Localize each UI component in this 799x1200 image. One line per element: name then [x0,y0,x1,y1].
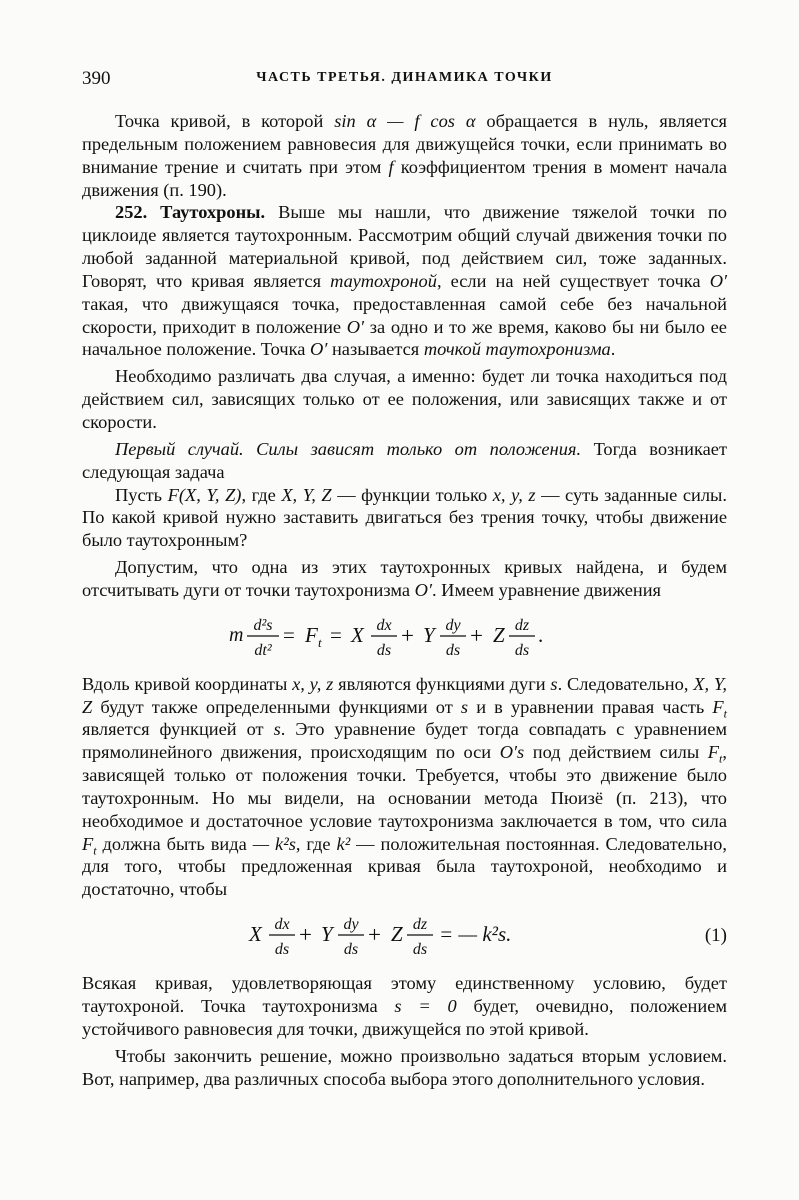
formula-sin-cos: sin α — f cos α [334,111,476,131]
svg-text:+: + [367,922,381,948]
paragraph-along-curve: Вдоль кривой координаты x, y, z являются функциями дуги s. Следовательно, X, Y, Z будут также определенными функциями от s и в уравнении правая часть $F_t$ является функцией от s. Это уравнение будет тогда совпадать с уравнением прямолинейного движения, происходящим по оси O′s под действием силы $F_t$, зависящей только от положения точки. Требуется, чтобы это движение было таутохронным. Но мы видели, на основании метода Пюизё (п. 213), что необходимое и достаточное условие таутохронизма заключается в том, что сила $F_t$ должна быть вида — k²s, где k² — положительная постоянная. Следовательно, для того, чтобы предложенная кривая была таутохроной, необходимо и достаточно, чтобы [82,673,728,900]
svg-text:Y: Y [320,922,333,947]
svg-text:d²s: d²s [252,616,273,634]
svg-text:ds: ds [412,941,427,959]
svg-text:ds: ds [343,941,358,959]
svg-text:dx: dx [375,616,392,634]
paragraph-any-curve: Всякая кривая, удовлетворяющая этому единственному условию, будет таутохроной. Точка таутохронизма s = 0 будет, очевидно, положением устойчивого равновесия для точки, движущейся по этой кривой. [82,973,728,1039]
svg-text:=: = [282,622,295,647]
page-body [82,110,727,1090]
svg-text:= — k²s.: = — k²s. [438,922,511,947]
svg-text:Y: Y [422,622,435,647]
term-tautochronism-point: точкой таутохронизма [423,339,611,360]
equation-1-formula [245,908,565,964]
equation-motion [82,609,727,665]
running-title: ЧАСТЬ ТРЕТЬЯ. ДИНАМИКА ТОЧКИ [256,70,553,85]
svg-text:.: . [537,622,543,647]
svg-text:Z: Z [492,622,505,647]
equation-motion-formula [225,609,585,665]
paragraph-two-cases: Необходимо различать два случая, а именно: будет ли точка находиться под действием сил, зависящих только от ее положения, или зависящих также и от скорости. [82,366,727,432]
paragraph-problem: Пусть F(X, Y, Z), где X, Y, Z — функции только x, y, z — суть заданные силы. По какой кривой нужно заставить двигаться без трения точку, чтобы движение было таутохронным? [82,484,728,551]
equation-number: (1) [704,925,727,947]
svg-text:=: = [329,622,342,647]
svg-text:dt²: dt² [253,641,272,659]
first-case-heading: Первый случай. Силы зависят только от положения. [115,438,582,459]
svg-text:dz: dz [514,616,529,634]
page-header [82,68,727,92]
svg-text:ds: ds [445,641,460,659]
term-tautochrone: таутохроной [330,270,437,291]
svg-text:t: t [317,634,322,650]
paragraph-assume: Допустим, что одна из этих таутохронных кривых найдена, и будем отсчитывать дуги от точки таутохронизма O′. Имеем уравнение движения [82,557,727,600]
paragraph-friction: Точка кривой, в которой sin α — f cos α обращается в нуль, является предельным положением равновесия для движущейся точки, если принимать во внимание трение и считать при этом f коэффициентом трения в момент начала движения (п. 190). [82,111,728,200]
paragraph-first-case: Первый случай. Силы зависят только от положения. Тогда возникает следующая задача [82,438,727,482]
page-number: 390 [82,68,111,89]
svg-text:Z: Z [390,922,403,947]
svg-text:dy: dy [342,916,359,934]
section-heading: 252. Таутохроны. [115,202,266,223]
svg-text:X: X [248,922,262,947]
section-tautochrones: 252. Таутохроны. Выше мы нашли, что движение тяжелой точки по циклоиде является таутохронным. Рассмотрим общий случай движения точки по любой заданной материальной кривой, под действием сил, тоже заданных. Говорят, что кривая является таутохроной, если на ней существует точка O′ такая, что движущаяся точка, предоставленная самой себе без начальной скорости, приходит в положение O′ за одно и то же время, каково бы ни было ее начальное положение. Точка O′ называется точкой таутохронизма. [82,202,727,360]
svg-text:ds: ds [376,641,391,659]
svg-text:m: m [228,623,243,646]
equation-1 [82,908,727,964]
svg-text:ds: ds [274,941,289,959]
svg-text:+: + [469,622,483,648]
svg-text:dx: dx [273,916,290,934]
svg-text:dz: dz [412,916,427,934]
svg-text:+: + [400,622,414,648]
svg-text:dy: dy [444,616,461,634]
svg-text:X: X [350,622,364,647]
svg-text:ds: ds [514,641,529,659]
svg-text:+: + [298,922,312,948]
svg-text:F: F [304,622,318,647]
paragraph-finish: Чтобы закончить решение, можно произвольно задаться вторым условием. Вот, например, два различных способа выбора этого дополнительного условия. [82,1045,727,1089]
